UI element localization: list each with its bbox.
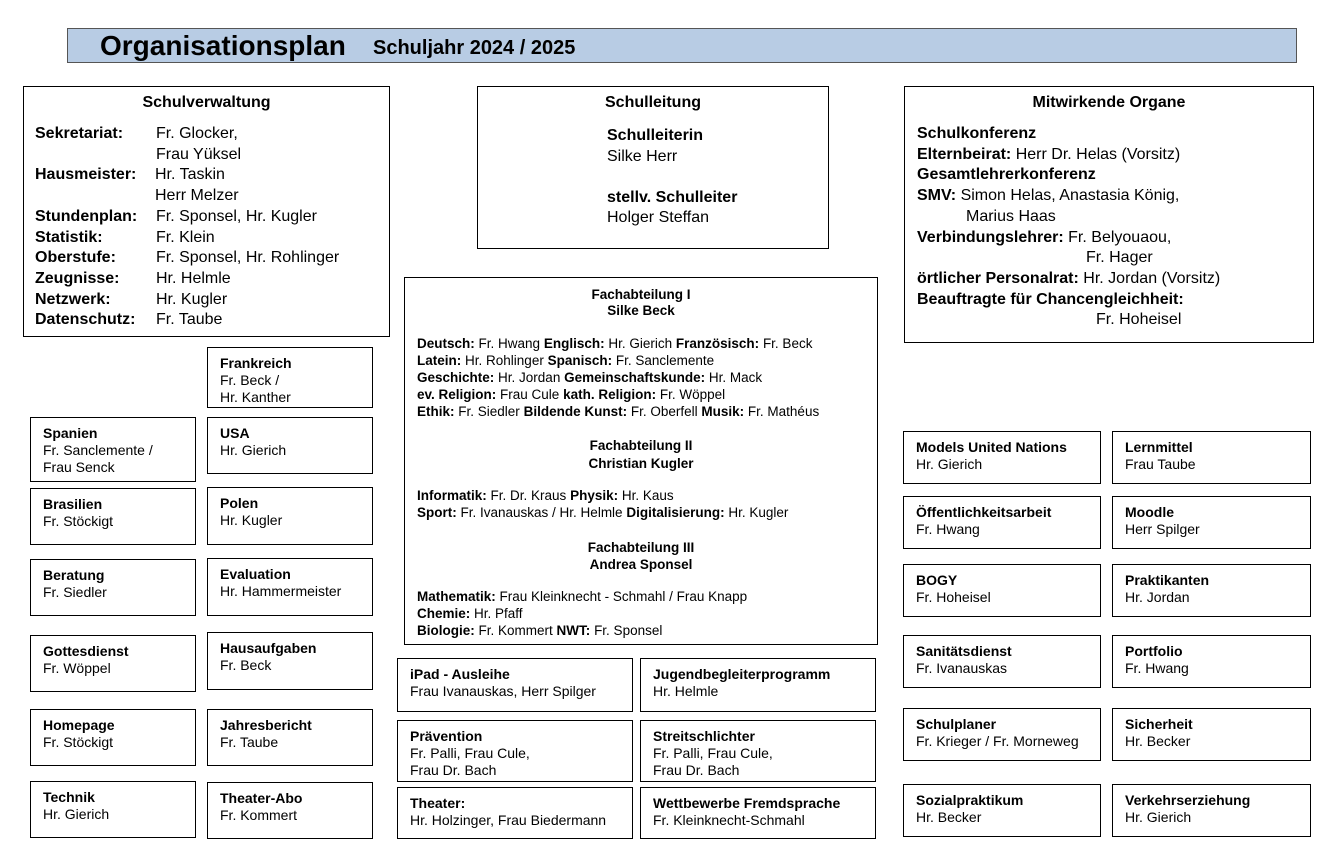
box-value: Fr. Wöppel	[43, 660, 111, 676]
subject-label: ev. Religion:	[417, 387, 497, 402]
box-value: Fr. Sanclemente / Frau Senck	[43, 442, 153, 475]
box-bogy	[903, 564, 1101, 617]
schulleiterin-name: Silke Herr	[607, 148, 678, 165]
box-value: Fr. Hoheisel	[916, 589, 991, 605]
mitwirkende-row	[917, 165, 1096, 186]
stellv-schulleiter-label: stellv. Schulleiter	[607, 189, 738, 206]
mitwirkende-row	[917, 186, 1179, 207]
box-oeffentlichkeit	[903, 496, 1101, 549]
box-ipad	[397, 658, 633, 712]
box-sozialpraktikum	[903, 784, 1101, 837]
box-value: Hr. Kugler	[220, 512, 283, 528]
subject-teacher: Fr. Sponsel	[594, 623, 663, 638]
subject-label: Gemeinschaftskunde:	[564, 370, 706, 385]
subject-teacher: Fr. Kommert	[478, 623, 553, 638]
subject-teacher: Hr. Kugler	[728, 505, 789, 520]
box-title: Sicherheit	[1125, 716, 1193, 732]
box-title: Jahresbericht	[220, 717, 312, 733]
box-value: Fr. Beck / Hr. Kanther	[220, 372, 291, 405]
schulverwaltung-label: Sekretariat:	[35, 125, 124, 142]
box-title: iPad - Ausleihe	[410, 666, 510, 682]
box-value: Fr. Palli, Frau Cule, Frau Dr. Bach	[653, 745, 773, 778]
fachabteilung-1-title: Fachabteilung I	[591, 287, 691, 302]
box-value: Hr. Hammermeister	[220, 583, 342, 599]
subject-label: Physik:	[570, 488, 619, 503]
fachabteilung-3-title: Fachabteilung III	[587, 540, 695, 555]
page-subtitle: Schuljahr 2024 / 2025	[373, 37, 576, 59]
mitwirkende-label: Beauftragte für Chancengleichheit:	[917, 290, 1184, 308]
box-mun	[903, 431, 1101, 484]
stellv-schulleiter-name: Holger Steffan	[607, 209, 709, 226]
subject-teacher: Frau Cule	[500, 387, 560, 402]
subject-line	[417, 504, 788, 521]
subject-line	[417, 487, 674, 504]
box-title: Theater:	[410, 795, 466, 811]
box-value: Fr. Kleinknecht-Schmahl	[653, 812, 805, 828]
box-jahresbericht	[207, 709, 373, 766]
subject-label: Ethik:	[417, 404, 455, 419]
mitwirkende-value: Herr Dr. Helas (Vorsitz)	[1015, 145, 1181, 163]
schulverwaltung-value: Frau Yüksel	[156, 145, 242, 163]
box-value: Hr. Jordan	[1125, 589, 1190, 605]
schulverwaltung-label: Zeugnisse:	[35, 269, 120, 287]
subject-teacher: Fr. Sanclemente	[615, 353, 715, 368]
schulleitung-box	[477, 86, 829, 249]
box-value: Hr. Gierich	[916, 456, 983, 472]
box-title: Praktikanten	[1125, 572, 1210, 588]
box-title: Moodle	[1125, 504, 1174, 520]
subject-label: Informatik:	[417, 488, 487, 503]
mitwirkende-label: SMV:	[917, 187, 957, 205]
fachabteilung-2-head: Christian Kugler	[588, 456, 694, 471]
box-polen	[207, 487, 373, 545]
box-theater	[397, 787, 633, 839]
schulverwaltung-value: Fr. Sponsel, Hr. Kugler	[156, 207, 317, 225]
schulverwaltung-value: Fr. Glocker,	[156, 125, 238, 142]
box-value: Fr. Siedler	[43, 584, 107, 600]
subject-line	[417, 369, 762, 386]
box-value: Hr. Gierich	[43, 806, 110, 822]
mitwirkende-value: Fr. Hager	[1086, 249, 1153, 267]
mitwirkende-label: Schulkonferenz	[917, 125, 1037, 142]
mitwirkende-value: Fr. Hoheisel	[1096, 311, 1182, 329]
box-streitschlichter	[640, 720, 876, 782]
box-schulplaner	[903, 708, 1101, 761]
box-value: Fr. Taube	[220, 734, 279, 750]
box-value: Frau Taube	[1125, 456, 1196, 472]
schulverwaltung-value: Herr Melzer	[155, 187, 239, 205]
subject-line	[417, 352, 714, 369]
mitwirkende-label: örtlicher Personalrat:	[917, 269, 1079, 287]
schulverwaltung-value: Hr. Taskin	[155, 166, 225, 184]
fachabteilung-3-head: Andrea Sponsel	[589, 557, 693, 572]
box-title: Prävention	[410, 728, 483, 744]
mitwirkende-row	[917, 269, 1220, 290]
box-value: Fr. Hwang	[916, 521, 980, 537]
box-title: Gottesdienst	[43, 643, 129, 659]
box-title: Theater-Abo	[220, 790, 303, 806]
fachabteilung-2-title: Fachabteilung II	[589, 438, 693, 453]
mitwirkende-value: Fr. Belyouaou,	[1068, 228, 1172, 246]
mitwirkende-row	[966, 207, 1056, 228]
subject-line	[417, 335, 812, 352]
subject-teacher: Hr. Gierich	[608, 336, 673, 351]
box-title: Sozialpraktikum	[916, 792, 1024, 808]
box-title: Streitschlichter	[653, 728, 755, 744]
box-moodle	[1112, 496, 1311, 549]
fachabteilung-1-head: Silke Beck	[607, 303, 675, 318]
box-praktikanten	[1112, 564, 1311, 617]
mitwirkende-row	[917, 290, 1184, 311]
box-brasilien	[30, 488, 196, 545]
box-wettbewerbe	[640, 787, 876, 839]
box-title: Beratung	[43, 567, 105, 583]
box-value: Fr. Beck	[220, 657, 272, 673]
box-technik	[30, 781, 196, 838]
box-title: Jugendbegleiterprogramm	[653, 666, 831, 682]
box-value: Fr. Kommert	[220, 807, 298, 823]
box-title: Spanien	[43, 425, 98, 441]
title-bar	[67, 28, 1297, 63]
box-title: Evaluation	[220, 566, 291, 582]
subject-teacher: Fr. Siedler	[458, 404, 520, 419]
subject-teacher: Fr. Hwang	[478, 336, 541, 351]
mitwirkende-organe-box	[904, 86, 1314, 343]
schulverwaltung-label: Stundenplan:	[35, 207, 138, 225]
subject-label: kath. Religion:	[563, 387, 657, 402]
subject-line	[417, 386, 725, 403]
mitwirkende-label: Verbindungslehrer:	[917, 228, 1064, 246]
subject-line	[417, 403, 819, 420]
subject-teacher: Fr. Ivanauskas / Hr. Helmle	[460, 505, 623, 520]
box-title: Portfolio	[1125, 643, 1183, 659]
subject-label: Chemie:	[417, 606, 471, 621]
box-title: Öffentlichkeitsarbeit	[916, 504, 1052, 520]
box-value: Hr. Becker	[916, 809, 982, 825]
subject-line	[417, 588, 747, 605]
box-title: Hausaufgaben	[220, 640, 317, 656]
box-value: Hr. Gierich	[1125, 809, 1192, 825]
subject-teacher: Fr. Wöppel	[659, 387, 726, 402]
subject-label: Musik:	[701, 404, 745, 419]
mitwirkende-value: Marius Haas	[966, 207, 1056, 225]
box-usa	[207, 417, 373, 474]
subject-teacher: Fr. Beck	[762, 336, 813, 351]
subject-line	[417, 622, 662, 639]
box-title: Schulplaner	[916, 716, 997, 732]
subject-teacher: Frau Kleinknecht - Schmahl / Frau Knapp	[499, 589, 748, 604]
mitwirkende-row	[917, 228, 1171, 249]
box-value: Fr. Stöckigt	[43, 734, 114, 750]
schulverwaltung-label: Datenschutz:	[35, 311, 136, 329]
mitwirkende-organe-heading: Mitwirkende Organe	[1032, 94, 1186, 111]
subject-label: Französisch:	[675, 336, 760, 351]
box-frankreich	[207, 347, 373, 408]
subject-label: Latein:	[417, 353, 462, 368]
subject-teacher: Hr. Mack	[708, 370, 763, 385]
schulverwaltung-label: Oberstufe:	[35, 249, 116, 267]
subject-label: Bildende Kunst:	[523, 404, 628, 419]
box-sicherheit	[1112, 708, 1311, 761]
box-value: Herr Spilger	[1125, 521, 1200, 537]
box-value: Fr. Hwang	[1125, 660, 1189, 676]
mitwirkende-label: Gesamtlehrerkonferenz	[917, 166, 1096, 184]
subject-teacher: Fr. Oberfell	[630, 404, 698, 419]
schulleiterin-label: Schulleiterin	[607, 127, 704, 144]
mitwirkende-label: Elternbeirat:	[917, 145, 1012, 163]
box-value: Hr. Helmle	[653, 683, 719, 699]
schulverwaltung-value: Fr. Sponsel, Hr. Rohlinger	[156, 249, 340, 267]
subject-label: Mathematik:	[417, 589, 496, 604]
subject-teacher: Hr. Rohlinger	[465, 353, 544, 368]
schulverwaltung-label: Statistik:	[35, 228, 103, 246]
box-title: Verkehrserziehung	[1125, 792, 1251, 808]
box-gottesdienst	[30, 635, 196, 692]
subject-line	[417, 605, 523, 622]
box-theater-abo	[207, 782, 373, 839]
subject-label: Geschichte:	[417, 370, 495, 385]
schulverwaltung-label: Hausmeister:	[35, 166, 137, 184]
box-title: USA	[220, 425, 250, 441]
box-title: Lernmittel	[1125, 439, 1193, 455]
schulverwaltung-value: Fr. Taube	[156, 311, 223, 329]
subject-teacher: Hr. Kaus	[621, 488, 674, 503]
box-beratung	[30, 559, 196, 616]
box-portfolio	[1112, 635, 1311, 688]
subject-label: Deutsch:	[417, 336, 475, 351]
subject-label: Sport:	[417, 505, 457, 520]
box-value: Hr. Gierich	[220, 442, 287, 458]
subject-label: Englisch:	[543, 336, 605, 351]
schulverwaltung-value: Fr. Klein	[156, 228, 215, 246]
subject-label: NWT:	[556, 623, 591, 638]
mitwirkende-row	[1096, 310, 1181, 331]
box-spanien	[30, 417, 196, 482]
box-value: Hr. Holzinger, Frau Biedermann	[410, 812, 607, 828]
mitwirkende-value: Hr. Jordan (Vorsitz)	[1083, 269, 1221, 287]
box-sanitaetsdienst	[903, 635, 1101, 688]
schulleitung-heading: Schulleitung	[605, 94, 701, 111]
box-praevention	[397, 720, 633, 782]
box-title: Sanitätsdienst	[916, 643, 1012, 659]
schulverwaltung-box	[23, 86, 390, 337]
mitwirkende-value: Simon Helas, Anastasia König,	[960, 187, 1180, 205]
box-jugendbegleiter	[640, 658, 876, 712]
schulverwaltung-label: Netzwerk:	[35, 290, 111, 308]
schulverwaltung-heading: Schulverwaltung	[142, 94, 271, 111]
box-verkehrserziehung	[1112, 784, 1311, 837]
box-title: Models United Nations	[916, 439, 1067, 455]
box-title: Brasilien	[43, 496, 103, 512]
box-title: Polen	[220, 495, 259, 511]
subject-teacher: Hr. Jordan	[498, 370, 561, 385]
box-evaluation	[207, 558, 373, 616]
fachabteilungen-box	[404, 277, 878, 645]
mitwirkende-row	[917, 145, 1180, 166]
box-title: BOGY	[916, 572, 958, 588]
subject-label: Spanisch:	[547, 353, 613, 368]
box-value: Fr. Krieger / Fr. Morneweg	[916, 733, 1079, 749]
box-value: Hr. Becker	[1125, 733, 1191, 749]
box-title: Wettbewerbe Fremdsprache	[653, 795, 841, 811]
mitwirkende-row	[917, 124, 1036, 145]
box-value: Fr. Ivanauskas	[916, 660, 1008, 676]
box-hausaufgaben	[207, 632, 373, 690]
subject-label: Biologie:	[417, 623, 475, 638]
schulverwaltung-value: Hr. Kugler	[156, 290, 228, 308]
box-value: Frau Ivanauskas, Herr Spilger	[410, 683, 596, 699]
schulverwaltung-value: Hr. Helmle	[156, 269, 231, 287]
box-value: Fr. Stöckigt	[43, 513, 114, 529]
mitwirkende-row	[1086, 248, 1153, 269]
box-title: Frankreich	[220, 355, 292, 371]
box-title: Technik	[43, 789, 95, 805]
subject-teacher: Hr. Pfaff	[474, 606, 523, 621]
subject-teacher: Fr. Dr. Kraus	[490, 488, 567, 503]
page-title: Organisationsplan	[100, 30, 346, 61]
subject-teacher: Fr. Mathéus	[747, 404, 820, 419]
box-title: Homepage	[43, 717, 115, 733]
box-homepage	[30, 709, 196, 766]
subject-label: Digitalisierung:	[626, 505, 725, 520]
box-lernmittel	[1112, 431, 1311, 484]
box-value: Fr. Palli, Frau Cule, Frau Dr. Bach	[410, 745, 530, 778]
